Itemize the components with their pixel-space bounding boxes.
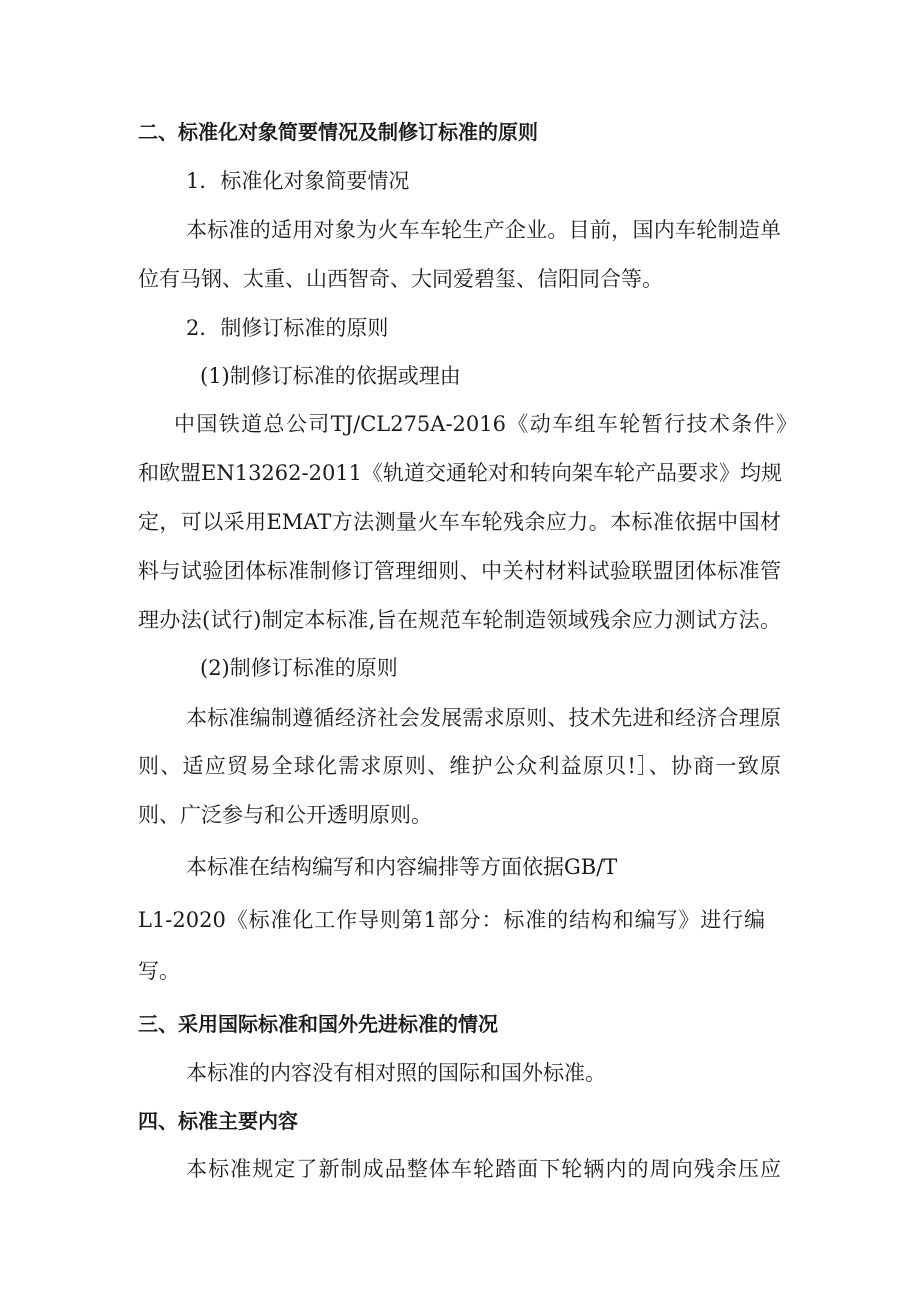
sub-2-title: (2)制修订标准的原则 (200, 656, 398, 680)
sub-2-line-2: 则、适应贸易全球化需求原则、维护公众利益原贝!］、协商一致原 (138, 754, 781, 778)
sub-1-line-1: 中国铁道总公司TJ/CL275A-2016《动车组车轮暂行技术条件》 (174, 412, 797, 436)
sub-2-p2-line-3: 写。 (138, 959, 180, 983)
section-3-paragraph: 本标准的内容没有相对照的国际和国外标准。 (186, 1061, 606, 1085)
item-1-line-1: 本标准的适用对象为火车车轮生产企业。目前，国内车轮制造单 (186, 218, 781, 242)
sub-1-line-4: 料与试验团体标准制修订管理细则、中关村材料试验联盟团体标准管 (138, 559, 781, 583)
section-2-heading: 二、标准化对象简要情况及制修订标准的原则 (138, 120, 538, 144)
sub-1-line-5: 理办法(试行)制定本标准,旨在规范车轮制造领域残余应力测试方法。 (138, 608, 781, 632)
section-3-heading: 三、采用国际标准和国外先进标准的情况 (138, 1012, 498, 1036)
section-4-paragraph: 本标准规定了新制成品整体车轮踏面下轮辆内的周向残余压应 (186, 1157, 781, 1181)
sub-2-p2-line-2: L1-2020《标准化工作导则第1部分：标准的结构和编写》进行编 (138, 908, 765, 932)
sub-2-p2-line-1: 本标准在结构编写和内容编排等方面依据GB/T (186, 855, 618, 879)
sub-1-line-3: 定，可以采用EMAT方法测量火车车轮残余应力。本标准依据中国材 (138, 510, 781, 534)
sub-1-title: (1)制修订标准的依据或理由 (200, 364, 461, 388)
sub-2-line-3: 则、广泛参与和公开透明原则。 (138, 803, 432, 827)
item-1-line-2: 位有马钢、太重、山西智奇、大同爱碧玺、信阳同合等。 (138, 267, 663, 291)
item-1-title: 1．标准化对象简要情况 (186, 169, 410, 193)
item-2-title: 2．制修订标准的原则 (186, 316, 389, 340)
section-4-heading: 四、标准主要内容 (138, 1109, 298, 1133)
sub-1-line-2: 和欧盟EN13262-2011《轨道交通轮对和转向架车轮产品要求》均规 (138, 461, 783, 485)
sub-2-line-1: 本标准编制遵循经济社会发展需求原则、技术先进和经济合理原 (186, 706, 781, 730)
